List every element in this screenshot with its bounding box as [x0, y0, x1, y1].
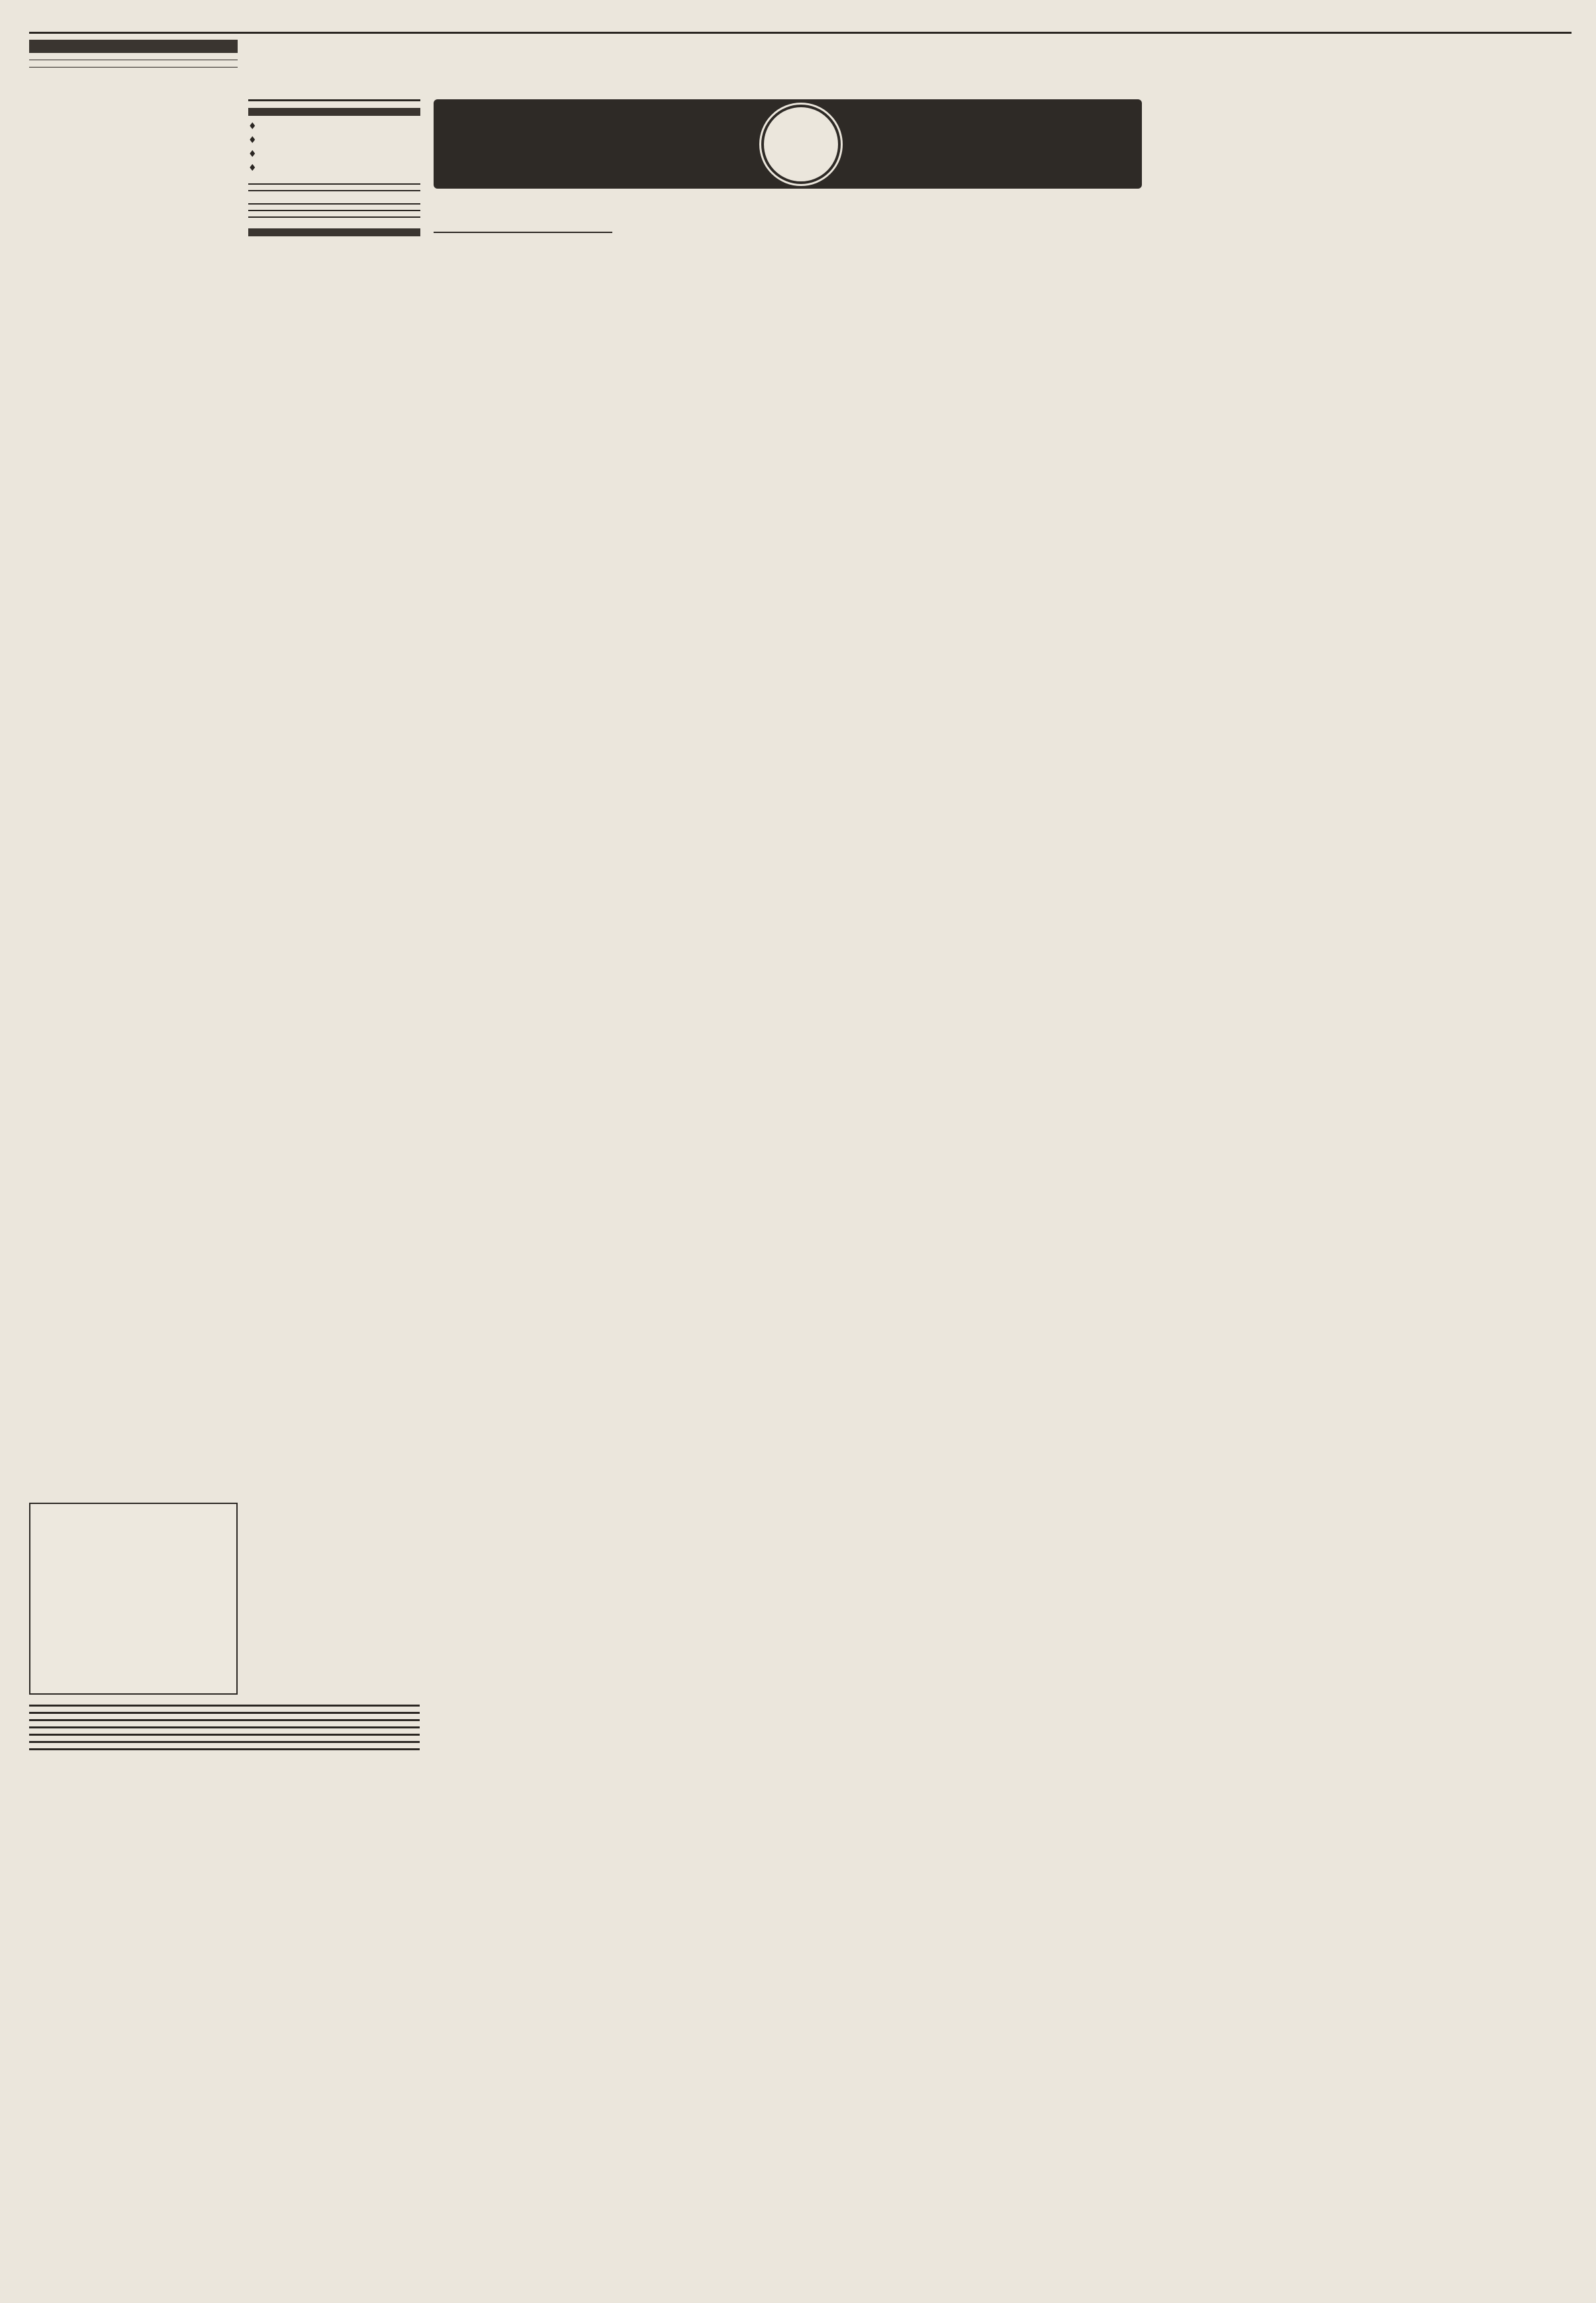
services-column: [248, 99, 420, 1688]
listing: [29, 1741, 420, 1748]
pharmacies-list: [248, 120, 420, 175]
theatres-title: [248, 99, 420, 101]
pharmacies-title: [248, 108, 420, 116]
listing: [29, 1719, 420, 1726]
koinonika-title: [29, 40, 238, 53]
listing: [29, 1748, 420, 1756]
cinema-listings: [29, 1705, 420, 2287]
weddings-title: [248, 228, 420, 236]
film-banner: [434, 99, 1142, 189]
listing: [29, 1734, 420, 1741]
tv-radio-column: [434, 225, 612, 1271]
listing: [29, 1726, 420, 1734]
thanks-title: [248, 216, 420, 222]
doctor-ad: [29, 1503, 238, 1695]
koinonika-column: [29, 40, 238, 1496]
banner-emblem: [761, 105, 841, 184]
listing: [29, 1712, 420, 1719]
petrol-title: [248, 203, 420, 211]
hospitals-title: [248, 183, 420, 191]
radio-title: [434, 232, 612, 237]
header-rule: [29, 32, 1572, 34]
listing: [29, 1705, 420, 1712]
